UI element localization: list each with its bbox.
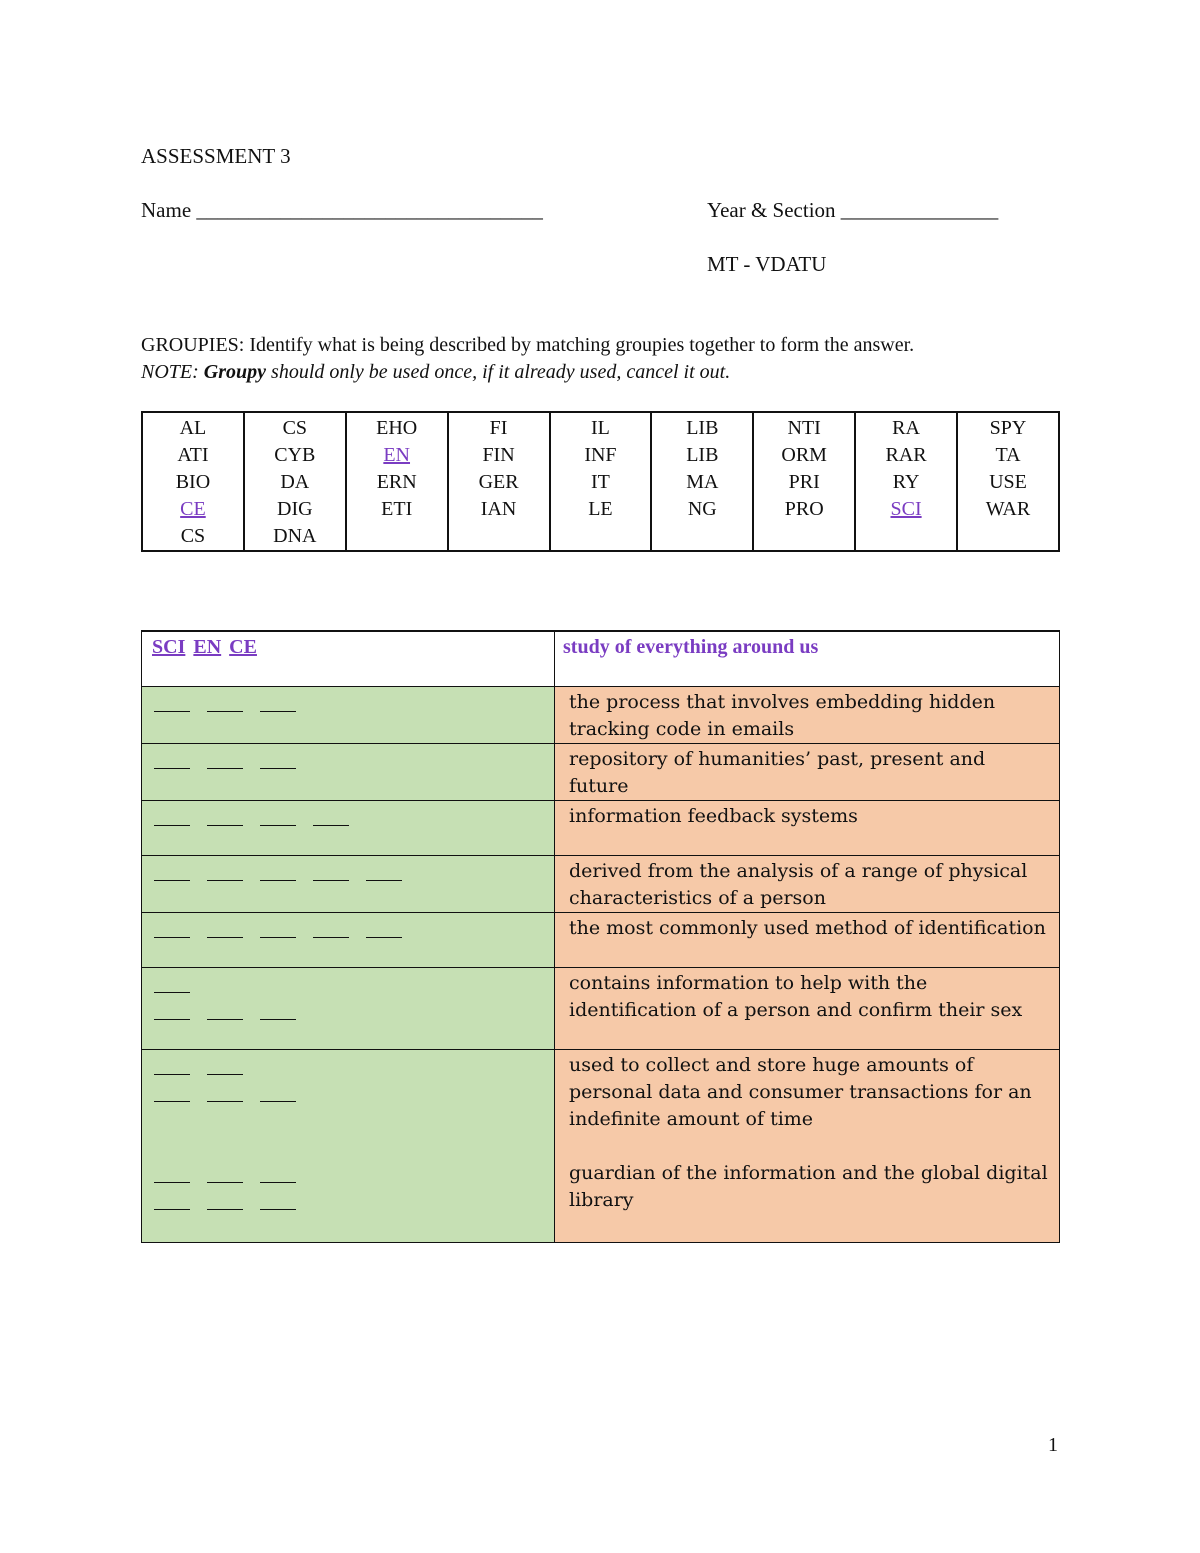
- item-description: the process that involves embedding hidden tracking code in emails: [555, 686, 1060, 743]
- answer-blank[interactable]: [207, 811, 243, 826]
- groupy: NG: [687, 498, 717, 520]
- groupy: TA: [995, 444, 1021, 466]
- groupy: ORM: [781, 444, 827, 466]
- groupies-column: [855, 412, 957, 551]
- groupy: RAR: [885, 444, 927, 466]
- example-description: study of everything around us: [555, 631, 1060, 686]
- groupy: LIB: [686, 444, 719, 466]
- note-prefix: NOTE:: [141, 361, 204, 383]
- groupies-column: [753, 412, 855, 551]
- answer-blank[interactable]: [207, 1087, 243, 1102]
- answer-blanks[interactable]: [142, 967, 555, 1049]
- answer-blank[interactable]: [154, 1087, 190, 1102]
- answer-blanks[interactable]: [142, 1158, 555, 1242]
- groupy: PRO: [784, 498, 824, 520]
- groupy: EHO: [376, 417, 418, 439]
- groupy: NTI: [787, 417, 821, 439]
- assessment-title: ASSESSMENT 3: [141, 144, 291, 168]
- blank-line: [154, 1001, 554, 1028]
- answer-blank[interactable]: [366, 923, 402, 938]
- groupy: USE: [989, 471, 1027, 493]
- blank-line: [154, 919, 554, 946]
- blank-line: [154, 1164, 554, 1191]
- groupy: WAR: [985, 498, 1031, 520]
- groupy: INF: [584, 444, 617, 466]
- answer-row: [142, 912, 1060, 967]
- groupy: IT: [590, 471, 610, 493]
- item-description: contains information to help with the identification of a person and confirm their sex: [555, 967, 1060, 1049]
- groupies-column: [448, 412, 550, 551]
- answer-blanks[interactable]: [142, 686, 555, 743]
- answer-blank[interactable]: [260, 811, 296, 826]
- example-groupy: CE: [229, 636, 257, 658]
- example-answer: [142, 631, 555, 686]
- answer-blank[interactable]: [154, 923, 190, 938]
- item-description: used to collect and store huge amounts of personal data and consumer transactions for an indefinite amount of time: [555, 1049, 1060, 1158]
- groupy-used: SCI: [890, 498, 922, 520]
- answer-blank[interactable]: [313, 811, 349, 826]
- groupy: BIO: [175, 471, 211, 493]
- answer-blank[interactable]: [313, 923, 349, 938]
- blank-line: [154, 750, 554, 777]
- answer-row: [142, 800, 1060, 855]
- answer-row: [142, 743, 1060, 800]
- groupy: SPY: [989, 417, 1027, 439]
- groupies-column: [142, 412, 244, 551]
- item-description: repository of humanities’ past, present and future: [555, 743, 1060, 800]
- groupy: CS: [282, 417, 308, 439]
- answer-blank[interactable]: [207, 697, 243, 712]
- answer-blank[interactable]: [313, 866, 349, 881]
- answer-blank[interactable]: [154, 978, 190, 993]
- blank-line: [154, 807, 554, 834]
- note: [141, 361, 730, 384]
- year-section-field[interactable]: Year & Section _______________: [707, 198, 999, 222]
- groupy: RA: [892, 417, 920, 439]
- groupy: GER: [478, 471, 519, 493]
- answer-blank[interactable]: [260, 754, 296, 769]
- item-description: derived from the analysis of a range of physical characteristics of a person: [555, 855, 1060, 912]
- name-field[interactable]: Name _________________________________: [141, 198, 543, 222]
- groupies-column: [346, 412, 448, 551]
- answer-blank[interactable]: [154, 697, 190, 712]
- groupy: AL: [179, 417, 207, 439]
- answer-row: [142, 967, 1060, 1049]
- groupies-column: [957, 412, 1059, 551]
- answer-blank[interactable]: [366, 866, 402, 881]
- answer-blank[interactable]: [154, 1168, 190, 1183]
- answer-blank[interactable]: [260, 923, 296, 938]
- groupy-used: EN: [383, 444, 411, 466]
- answer-blanks[interactable]: [142, 743, 555, 800]
- answer-blank[interactable]: [154, 811, 190, 826]
- groupy: CYB: [274, 444, 316, 466]
- blank-line: [154, 693, 554, 720]
- answer-table: [141, 630, 1060, 1243]
- groupies-column: [244, 412, 346, 551]
- answer-blank[interactable]: [154, 866, 190, 881]
- groupy: IL: [590, 417, 610, 439]
- answer-blank[interactable]: [207, 1195, 243, 1210]
- groupy: LIB: [686, 417, 719, 439]
- groupy: DA: [280, 471, 310, 493]
- blank-line: [154, 1056, 554, 1083]
- example-row: [142, 631, 1060, 686]
- answer-row: [142, 1158, 1060, 1242]
- answer-blank[interactable]: [260, 697, 296, 712]
- answer-blank[interactable]: [260, 866, 296, 881]
- groupy: PRI: [788, 471, 820, 493]
- page-number: 1: [1048, 1434, 1058, 1456]
- answer-blank[interactable]: [154, 754, 190, 769]
- example-groupy: EN: [193, 636, 222, 658]
- groupy: ERN: [376, 471, 417, 493]
- item-description: the most commonly used method of identification: [555, 912, 1060, 967]
- answer-blank[interactable]: [207, 923, 243, 938]
- groupy: ETI: [381, 498, 413, 520]
- item-description: guardian of the information and the global digital library: [555, 1158, 1060, 1242]
- answer-blank[interactable]: [154, 1060, 190, 1075]
- groupy: DNA: [273, 525, 317, 547]
- course-code: MT - VDATU: [707, 252, 827, 276]
- groupies-column: [651, 412, 753, 551]
- answer-blanks[interactable]: [142, 800, 555, 855]
- blank-line: [154, 862, 554, 889]
- answer-blank[interactable]: [207, 1168, 243, 1183]
- example-groupy: SCI: [152, 636, 186, 658]
- answer-blank[interactable]: [207, 1005, 243, 1020]
- answer-blank[interactable]: [260, 1195, 296, 1210]
- groupies-table: [141, 411, 1060, 552]
- answer-blanks[interactable]: [142, 855, 555, 912]
- groupy: ATI: [177, 444, 209, 466]
- groupy: MA: [686, 471, 719, 493]
- answer-row: [142, 1049, 1060, 1158]
- groupy: FIN: [482, 444, 515, 466]
- answer-blank[interactable]: [207, 866, 243, 881]
- groupy: LE: [588, 498, 613, 520]
- answer-blank[interactable]: [207, 754, 243, 769]
- answer-blanks[interactable]: [142, 912, 555, 967]
- groupy-used: CE: [180, 498, 206, 520]
- answer-blanks[interactable]: [142, 1049, 555, 1158]
- answer-blank[interactable]: [154, 1195, 190, 1210]
- instructions: GROUPIES: Identify what is being described by matching groupies together to form the answer.: [141, 334, 915, 356]
- groupies-row: [142, 412, 1059, 551]
- blank-line: [154, 1083, 554, 1110]
- groupy: CS: [180, 525, 206, 547]
- blank-line: [154, 1191, 554, 1218]
- blank-line: [154, 974, 554, 1001]
- answer-row: [142, 855, 1060, 912]
- note-rest: should only be used once, if it already used, cancel it out.: [266, 361, 731, 383]
- groupies-column: [550, 412, 652, 551]
- answer-blank[interactable]: [260, 1168, 296, 1183]
- answer-row: [142, 686, 1060, 743]
- answer-blank[interactable]: [207, 1060, 243, 1075]
- groupy: DIG: [277, 498, 313, 520]
- item-description: information feedback systems: [555, 800, 1060, 855]
- note-bold: Groupy: [203, 361, 267, 383]
- answer-blank[interactable]: [260, 1005, 296, 1020]
- groupy: RY: [892, 471, 920, 493]
- groupy: FI: [489, 417, 508, 439]
- answer-blank[interactable]: [260, 1087, 296, 1102]
- answer-blank[interactable]: [154, 1005, 190, 1020]
- groupy: IAN: [480, 498, 517, 520]
